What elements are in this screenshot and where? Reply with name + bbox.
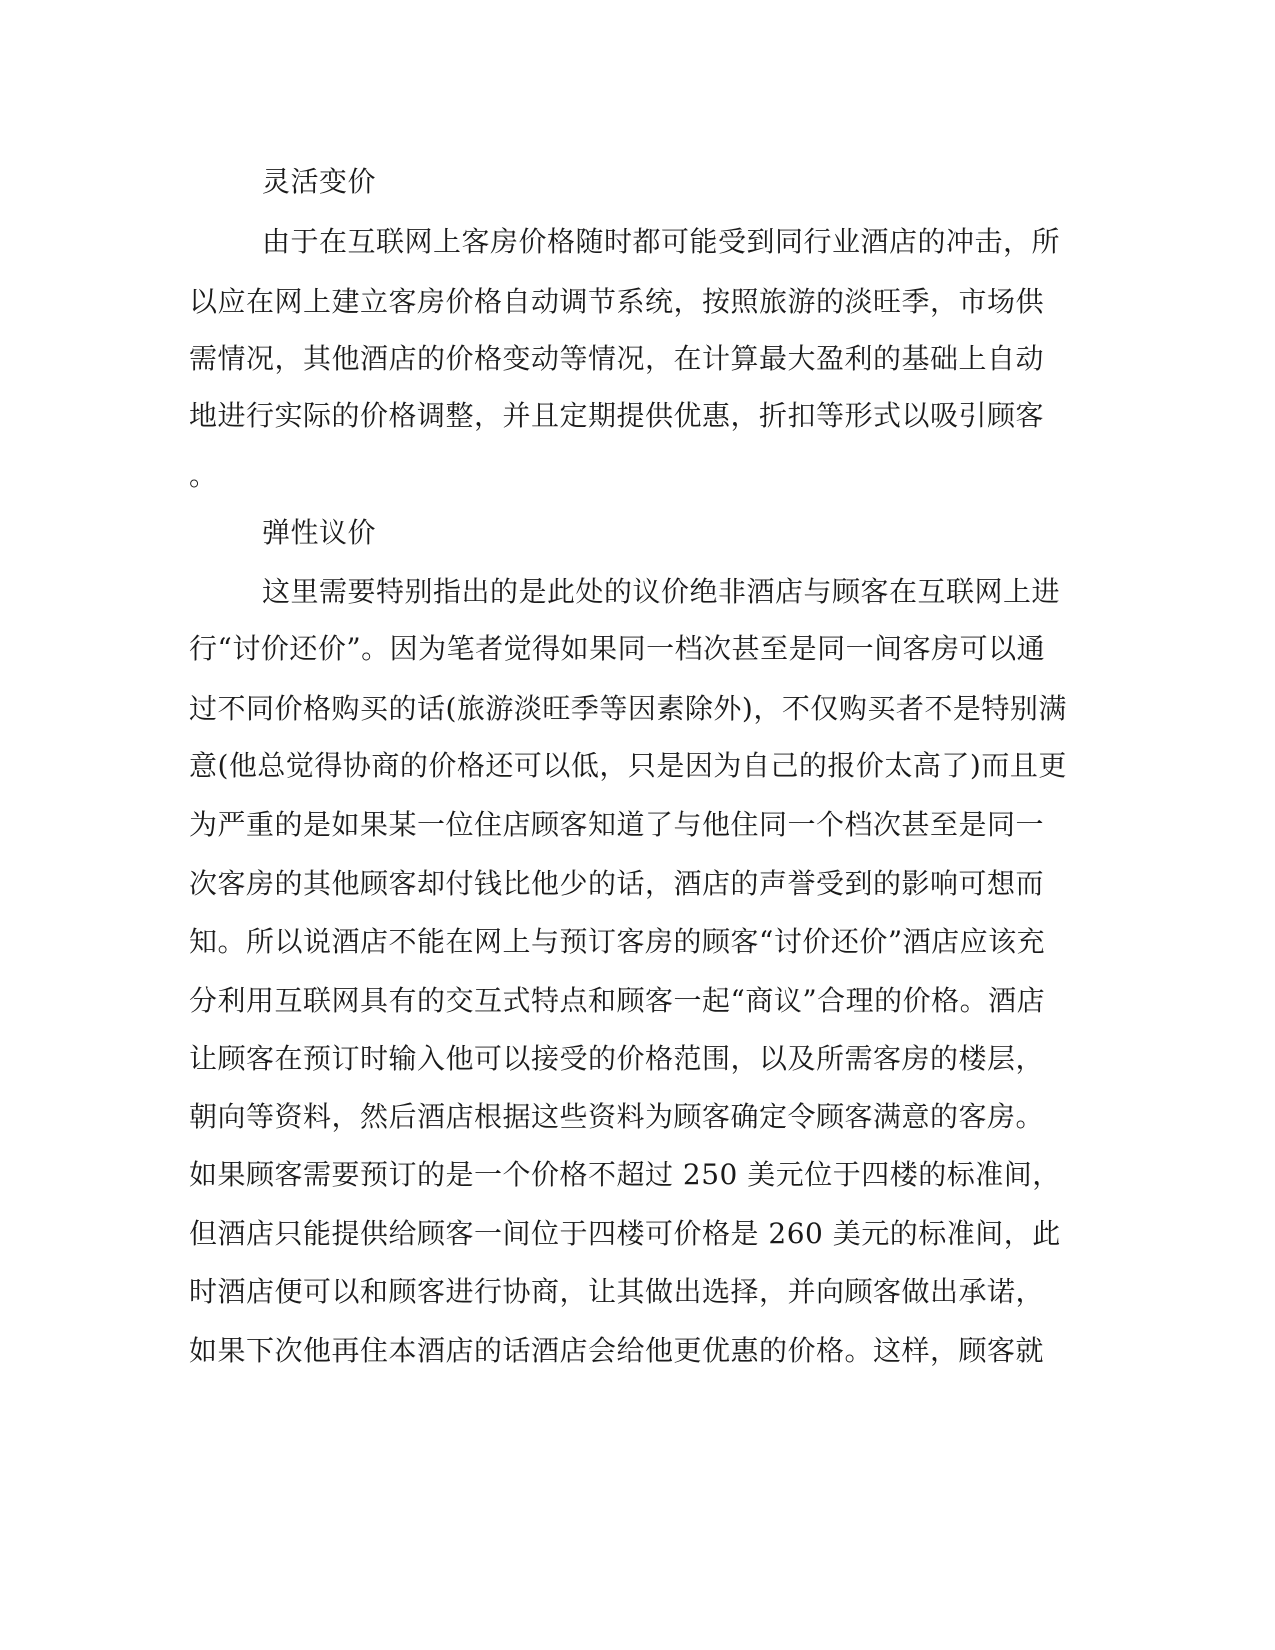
paragraph-line: 地进行实际的价格调整，并且定期提供优惠，折扣等形式以吸引顾客 — [189, 399, 1045, 432]
paragraph-line: 知。所以说酒店不能在网上与预订客房的顾客“讨价还价”酒店应该充 — [189, 925, 1046, 958]
section-heading-elastic-negotiation: 弹性议价 — [262, 516, 377, 549]
paragraph-line: 以应在网上建立客房价格自动调节系统，按照旅游的淡旺季，市场供 — [189, 285, 1045, 318]
paragraph-line: 由于在互联网上客房价格随时都可能受到同行业酒店的冲击，所 — [262, 225, 1061, 258]
paragraph-line: 为严重的是如果某一位住店顾客知道了与他住同一个档次甚至是同一 — [189, 808, 1045, 841]
paragraph-line: 分利用互联网具有的交互式特点和顾客一起“商议”合理的价格。酒店 — [189, 984, 1046, 1017]
paragraph-line: 朝向等资料，然后酒店根据这些资料为顾客确定令顾客满意的客房。 — [189, 1100, 1045, 1133]
paragraph-line: 行“讨价还价”。因为笔者觉得如果同一档次甚至是同一间客房可以通 — [189, 632, 1046, 665]
paragraph-line: 需情况，其他酒店的价格变动等情况，在计算最大盈利的基础上自动 — [189, 342, 1045, 375]
paragraph-line: 意(他总觉得协商的价格还可以低，只是因为自己的报价太高了)而且更 — [189, 749, 1067, 782]
paragraph-line: 如果顾客需要预订的是一个价格不超过 250 美元位于四楼的标准间， — [189, 1158, 1061, 1191]
paragraph-line: 。 — [189, 459, 218, 492]
paragraph-line: 时酒店便可以和顾客进行协商，让其做出选择，并向顾客做出承诺， — [189, 1275, 1045, 1308]
paragraph-line: 次客房的其他顾客却付钱比他少的话，酒店的声誉受到的影响可想而 — [189, 867, 1045, 900]
paragraph-line: 让顾客在预订时输入他可以接受的价格范围，以及所需客房的楼层， — [189, 1042, 1045, 1075]
paragraph-line: 如果下次他再住本酒店的话酒店会给他更优惠的价格。这样，顾客就 — [189, 1334, 1045, 1367]
section-heading-flexible-pricing: 灵活变价 — [262, 165, 377, 198]
paragraph-line: 但酒店只能提供给顾客一间位于四楼可价格是 260 美元的标准间，此 — [189, 1217, 1061, 1250]
paragraph-line: 过不同价格购买的话(旅游淡旺季等因素除外)，不仅购买者不是特别满 — [189, 692, 1067, 725]
paragraph-line: 这里需要特别指出的是此处的议价绝非酒店与顾客在互联网上进 — [262, 575, 1061, 608]
